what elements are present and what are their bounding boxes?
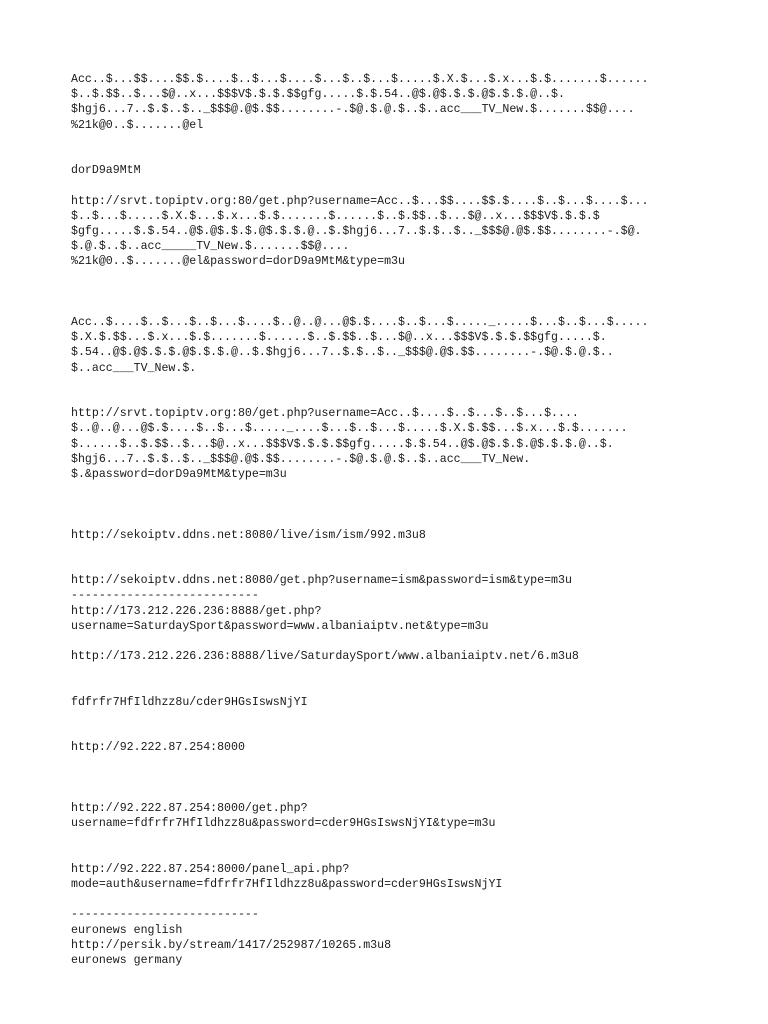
text-line: Acc..$....$..$...$..$...$....$..@..@...@$.$....$..$...$....._.....$...$..$...$..... [71,316,649,329]
blank-line [71,391,711,406]
url-line: http://92.222.87.254:8000/panel_api.php? [71,862,350,876]
blank-line [71,755,711,770]
document-page [71,72,711,968]
text-line: $.@.$..$..acc_____TV_New.$.......$$@.... [71,240,350,254]
blank-line [71,269,711,284]
url-line: http://sekoiptv.ddns.net:8080/get.php?username=ism&password=ism&type=m3u [71,574,572,588]
text-line: $.&password=dorD9a9MtM&type=m3u [71,467,287,481]
text-line: dorD9a9MtM [71,164,141,178]
text-line: euronews germany [71,953,183,967]
separator-line: --------------------------- [71,908,259,922]
text-line: fdfrfr7HfIldhzz8u/cder9HGsIswsNjYI [71,695,308,709]
blank-line [71,831,711,846]
text-line: %21k@0..$.......@el&password=dorD9a9MtM&type=m3u [71,255,405,269]
blank-line [71,543,711,558]
text-line: $..acc___TV_New.$. [71,361,197,375]
url-line: http://92.222.87.254:8000 [71,741,245,755]
text-line: Acc..$...$$....$$.$....$..$...$....$...$..$...$.....$.X.$...$.x...$.$.......$...... [71,73,649,86]
blank-line [71,634,711,649]
text-line: $..@..@...@$.$....$..$...$....._....$...$..$...$.....$.X.$.$$...$.x...$.$....... [71,422,628,436]
blank-line [71,178,711,193]
blank-line [71,680,711,695]
blank-line [71,892,711,907]
text-line: $gfg.....$.$.54..@$.@$.$.$.@$.$.$.@..$.$hgj6...7..$.$..$.._$$$@.@$.$$........-.$@. [71,224,642,238]
blank-line [71,148,711,163]
text-line: $hgj6...7..$.$..$.._$$$@.@$.$$........-.$@.$.@.$..$..acc___TV_New. [71,452,531,466]
url-line: http://sekoiptv.ddns.net:8080/live/ism/ism/992.m3u8 [71,528,426,542]
text-line: euronews english [71,923,183,937]
text-line: $.54..@$.@$.$.$.@$.$.$.@..$.$hgj6...7..$.$..$.._$$$@.@$.$$........-.$@.$.@.$.. [71,346,614,360]
text-line: $.X.$.$$...$.x...$.$.......$......$..$.$$..$...$@..x...$$$V$.$.$.$$gfg.....$. [71,331,607,345]
blank-line [71,512,711,527]
text-line: $..$.$$..$...$@..x...$$$V$.$.$.$$gfg.....$.$.54..@$.@$.$.$.@$.$.$.@..$. [71,88,565,102]
url-line: http://173.212.226.236:8888/get.php? [71,604,322,618]
url-line: http://srvt.topiptv.org:80/get.php?username=Acc..$...$$....$$.$....$..$...$....$... [71,194,649,208]
blank-line [71,771,711,786]
blank-line [71,376,711,391]
blank-line [71,558,711,573]
url-line: http://srvt.topiptv.org:80/get.php?username=Acc..$....$..$...$..$...$.... [71,407,579,421]
blank-line [71,847,711,862]
blank-line [71,133,711,148]
text-line: %21k@0..$.......@el [71,118,204,132]
blank-line [71,285,711,300]
text-line: username=SaturdaySport&password=www.albaniaiptv.net&type=m3u [71,619,489,633]
text-line: mode=auth&username=fdfrfr7HfIldhzz8u&password=cder9HGsIswsNjYI [71,877,503,891]
url-line: http://persik.by/stream/1417/252987/10265.m3u8 [71,938,392,952]
text-line: $..$...$.....$.X.$...$.x...$.$.......$......$..$.$$..$...$@..x...$$$V$.$.$.$ [71,209,600,223]
text-line: $hgj6...7..$.$..$.._$$$@.@$.$$........-.$@.$.@.$..$..acc___TV_New.$.......$$@.... [71,103,635,117]
text-line: $......$..$.$$..$...$@..x...$$$V$.$.$.$$gfg.....$.$.54..@$.@$.$.$.@$.$.$.@..$. [71,437,614,451]
text-line: username=fdfrfr7HfIldhzz8u&password=cder9HGsIswsNjYI&type=m3u [71,817,496,831]
blank-line [71,664,711,679]
url-line: http://92.222.87.254:8000/get.php? [71,802,308,815]
separator-line: --------------------------- [71,589,259,603]
blank-line [71,710,711,725]
url-line: http://173.212.226.236:8888/live/SaturdaySport/www.albaniaiptv.net/6.m3u8 [71,650,579,664]
blank-line [71,300,711,315]
blank-line [71,725,711,740]
blank-line [71,786,711,801]
blank-line [71,482,711,497]
blank-line [71,497,711,512]
